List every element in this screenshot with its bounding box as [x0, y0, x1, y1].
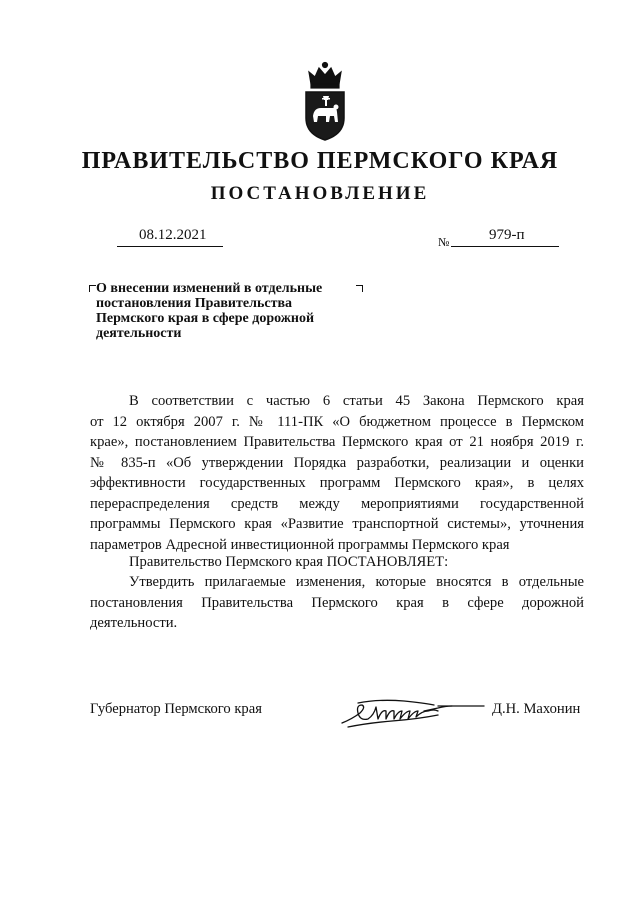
subject-block: [96, 281, 366, 341]
preamble-line: перераспределения средств между мероприятиями государственной: [90, 495, 584, 512]
preamble-line: от 12 октября 2007 г. № 111-ПК «О бюджетном процессе в Пермском: [90, 413, 584, 430]
document-type: ПОСТАНОВЛЕНИЕ: [210, 183, 430, 204]
signature-icon: [338, 689, 488, 731]
subject-line: О внесении изменений в отдельные: [96, 281, 323, 296]
preamble-line: параметров Адресной инвестиционной программы Пермского края: [90, 536, 510, 553]
signatory-name: Д.Н. Махонин: [492, 701, 581, 717]
preamble-line: эффективности государственных программ Пермского края», в целях: [90, 475, 584, 491]
resolves-line: Правительство Пермского края ПОСТАНОВЛЯЕТ:: [129, 554, 449, 570]
preamble-line: № 835-п «Об утверждении Порядка разработки, реализации и оценки: [90, 454, 584, 471]
preamble-line: программы Пермского края «Развитие транспортной системы», уточнения: [90, 516, 584, 532]
date-underline: [117, 246, 223, 247]
number-underline: [451, 246, 559, 247]
coat-of-arms-icon: [302, 60, 348, 142]
preamble-line: В соответствии с частью 6 статьи 45 Закона Пермского края: [129, 393, 584, 409]
organization-title: ПРАВИТЕЛЬСТВО ПЕРМСКОГО КРАЯ: [81, 148, 559, 174]
decision-line: деятельности.: [90, 615, 178, 631]
preamble-line: крае», постановлением Правительства Пермского края от 21 ноября 2019 г.: [90, 434, 584, 450]
signatory-title: Губернатор Пермского края: [90, 701, 262, 717]
document-number: 979-п: [489, 227, 525, 243]
number-sign: №: [438, 235, 450, 249]
resolves-paragraph: [90, 552, 584, 573]
decision-line: постановления Правительства Пермского края в сфере дорожной: [90, 594, 584, 611]
subject-line: Пермского края в сфере дорожной: [96, 311, 315, 326]
document-date: 08.12.2021: [139, 227, 207, 243]
subject-line: постановления Правительства: [96, 296, 292, 311]
subject-line: деятельности: [96, 326, 182, 341]
decision-line: Утвердить прилагаемые изменения, которые вносятся в отдельные: [129, 574, 584, 590]
preamble-paragraph: [90, 391, 584, 555]
decision-paragraph: [90, 572, 584, 634]
subject-corner-left: [89, 285, 96, 292]
